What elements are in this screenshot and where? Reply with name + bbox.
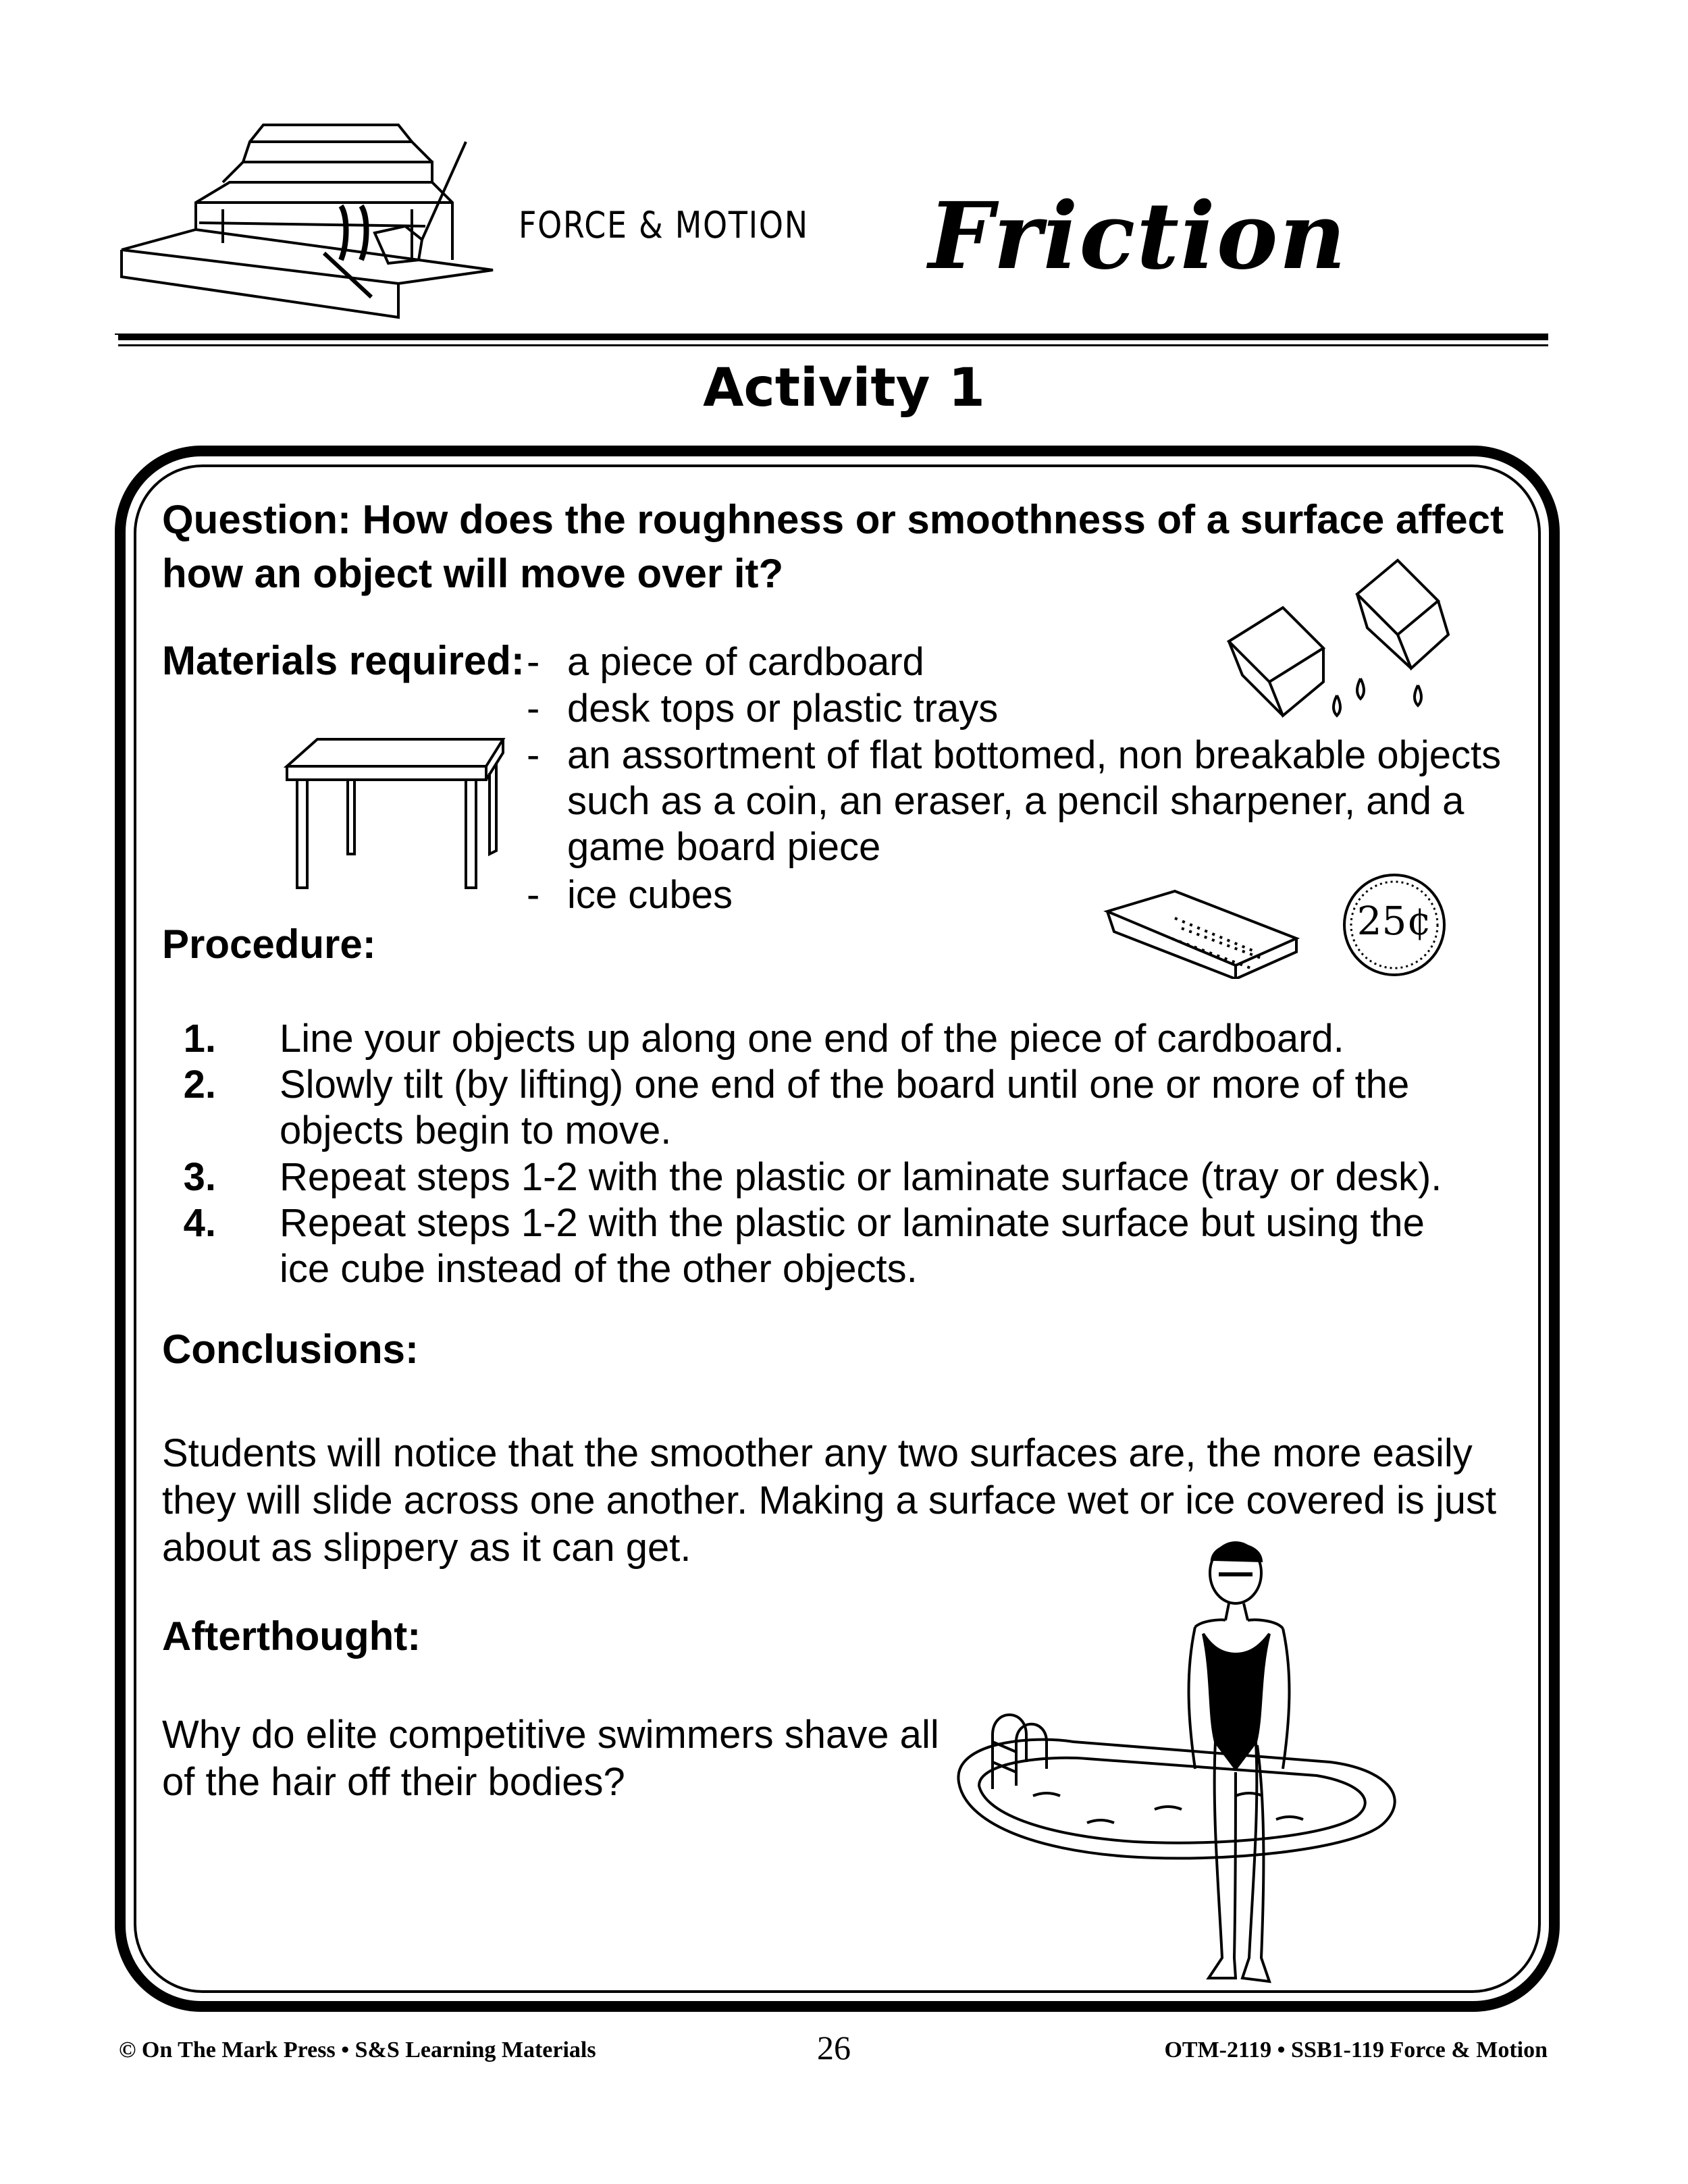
swimmer-illustration (952, 1539, 1411, 1992)
page-number: 26 (817, 2029, 851, 2067)
eraser-icon (1101, 884, 1303, 979)
step-text: Repeat steps 1-2 with the plastic or laminate surface (tray or desk). (280, 1155, 1442, 1199)
step-number: 4. (183, 1201, 216, 1245)
series-title: FORCE & MOTION (519, 204, 809, 246)
step-text: Repeat steps 1-2 with the plastic or laminate surface but using the ice cube instead of the other objects. (280, 1201, 1425, 1291)
conclusions-text: Students will notice that the smoother any two surfaces are, the more easily they will slide across one another. Making a surface wet or ice covered is just about as slippery as it can get. (162, 1431, 1497, 1570)
coin-icon (1340, 871, 1448, 979)
procedure-step (183, 1062, 1539, 1154)
header-rule-thick (118, 334, 1548, 340)
books-illustration (115, 115, 533, 338)
step-number: 2. (183, 1063, 216, 1107)
coin-label: 25¢ (1356, 898, 1432, 944)
procedure-step (183, 1154, 1539, 1200)
activity-title: Activity 1 (703, 358, 985, 419)
procedure-heading: Procedure: (162, 922, 376, 967)
step-text: Line your objects up along one end of the piece of cardboard. (280, 1017, 1344, 1061)
footer-product-code: OTM-2119 • SSB1-119 Force & Motion (1164, 2037, 1548, 2062)
procedure-step (183, 1200, 1539, 1292)
step-number: 1. (183, 1017, 216, 1061)
materials-item: - ice cubes (527, 873, 733, 917)
procedure-step (183, 1016, 1539, 1062)
afterthought-heading: Afterthought: (162, 1614, 421, 1659)
step-text: Slowly tilt (by lifting) one end of the board until one or more of the objects begin to move. (280, 1063, 1410, 1152)
header-rule-thin (118, 344, 1548, 346)
question-text: Question: How does the roughness or smoothness of a surface affect how an object will move over it? (162, 497, 1504, 596)
step-number: 3. (183, 1155, 216, 1199)
desk-icon (284, 733, 513, 895)
materials-item: - desk tops or plastic trays (527, 687, 999, 730)
afterthought-text: Why do elite competitive swimmers shave all of the hair off their bodies? (162, 1713, 939, 1804)
materials-item: - a piece of cardboard (527, 640, 924, 684)
ice-cubes-icon (1215, 554, 1458, 736)
materials-item: - an assortment of flat bottomed, non breakable objects such as a coin, an eraser, a pencil sharpener, and a game board piece (527, 733, 1502, 869)
conclusions-heading: Conclusions: (162, 1327, 419, 1372)
footer-copyright: © On The Mark Press • S&S Learning Materials (119, 2037, 596, 2062)
materials-heading: Materials required: (162, 638, 525, 683)
page-title: Friction (928, 182, 1348, 290)
